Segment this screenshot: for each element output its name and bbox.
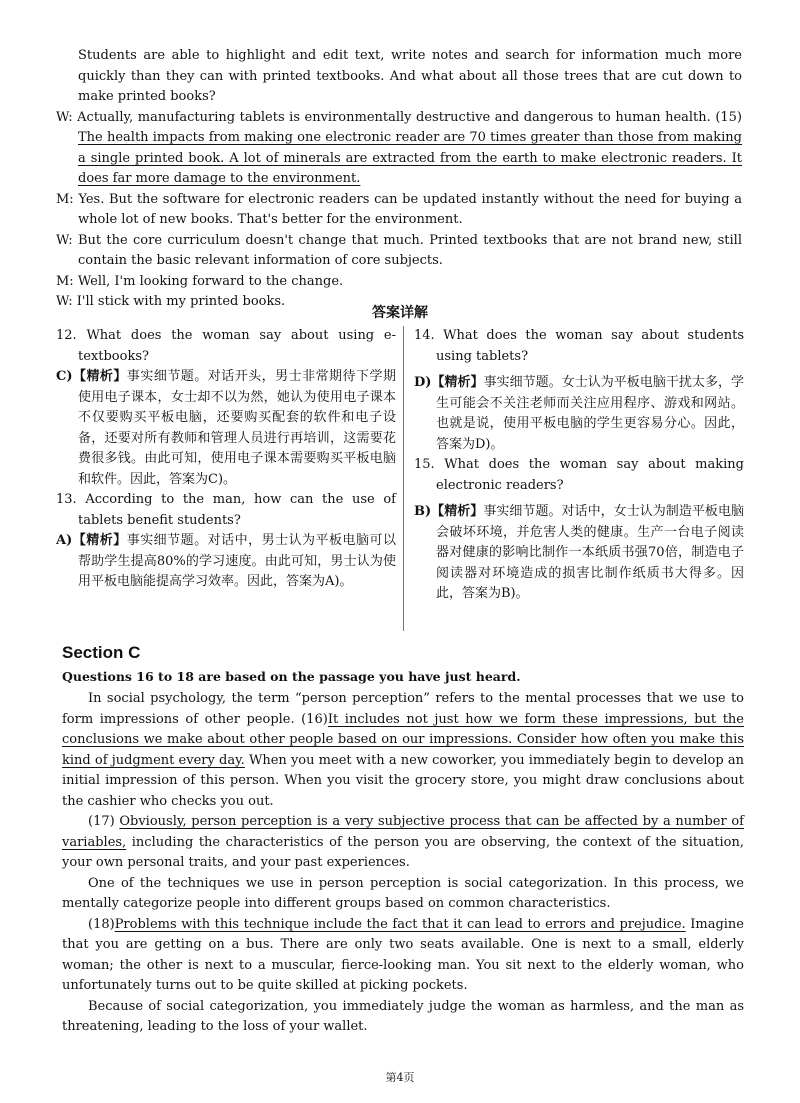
dialogue-line-w1 bbox=[56, 108, 742, 190]
answer-13 bbox=[56, 531, 396, 593]
passage-text: Imagine that you are getting on a bus. There are only two seats available. One is next to a small, elderly woman; the other is next to a muscular, fierce-looking man. You sit next to the elderly woman, who unfortunately turns out to be quite skilled at picking pockets. bbox=[62, 916, 744, 993]
passage-text: (18) bbox=[88, 916, 115, 932]
underlined-answer-17: Obviously, person perception is a very subjective process that can be affected by a number of variables, bbox=[62, 814, 744, 850]
question-13: 13. According to the man, how can the use of tablets benefit students? bbox=[56, 492, 396, 528]
section-subtitle: Questions 16 to 18 are based on the passage you have just heard. bbox=[62, 669, 521, 684]
analysis-tag: 【精析】 bbox=[72, 369, 127, 384]
question-14: 14. What does the woman say about students using tablets? bbox=[414, 328, 744, 364]
page-number: 第4页 bbox=[385, 1071, 415, 1084]
answer-12 bbox=[56, 367, 396, 490]
dialogue-line-w2 bbox=[56, 231, 742, 272]
speaker-label: W: bbox=[56, 294, 73, 309]
speaker-label: M: bbox=[56, 273, 74, 289]
left-column bbox=[56, 326, 396, 593]
analysis-text: 事实细节题。对话中，男士认为平板电脑可以帮助学生提高80%的学习速度。由此可知，男士认为使用平板电脑能提高学习效率。因此，答案为A)。 bbox=[78, 533, 396, 589]
speaker-label: W: bbox=[56, 109, 73, 125]
passage-text: (17) bbox=[88, 814, 120, 829]
dialogue-text: Well, I'm looking forward to the change. bbox=[73, 273, 344, 289]
passage-text: including the characteristics of the person you are observing, the context of the situation, your own personal traits, and your past experiences. bbox=[62, 834, 744, 870]
column-divider bbox=[403, 326, 404, 631]
underlined-answer-15: The health impacts from making one electronic reader are 70 times greater than those from making a single printed book. A lot of minerals are extracted from the earth to make electronic readers. It does far more damage to the environment. bbox=[78, 130, 742, 186]
dialogue-text: Yes. But the software for electronic readers can be updated instantly without the need for buying a whole lot of new books. That's better for the environment. bbox=[73, 191, 742, 227]
dialogue-line-continued: Students are able to highlight and edit text, write notes and search for information much more quickly than they can with printed textbooks. And what about all those trees that are cut down to make printed books? bbox=[78, 48, 742, 104]
passage-paragraph-5: Because of social categorization, you immediately judge the woman as harmless, and the man as threatening, leading to the loss of your wallet. bbox=[62, 998, 744, 1034]
speaker-label: M: bbox=[56, 191, 74, 207]
passage-paragraph-1 bbox=[62, 689, 744, 812]
question-12: 12. What does the woman say about using e-textbooks? bbox=[56, 328, 396, 364]
passage-text: In social psychology, the term “person perception” refers to the mental processes that we use to form impressions of other people. (16) bbox=[62, 691, 744, 727]
analysis-text: 事实细节题。女士认为平板电脑干扰太多，学生可能会不关注老师而关注应用程序、游戏和网站。也就是说，使用平板电脑的学生更容易分心。因此，答案为D)。 bbox=[436, 375, 744, 452]
answers-heading: 答案详解 bbox=[372, 305, 428, 321]
answer-14 bbox=[414, 373, 744, 455]
passage-block bbox=[62, 689, 744, 1038]
question-15: 15. What does the woman say about making electronic readers? bbox=[414, 457, 744, 493]
section-title: Section C bbox=[62, 643, 141, 662]
dialogue-text: But the core curriculum doesn't change that much. Printed textbooks that are not brand new, still contain the basic relevant information of core subjects. bbox=[72, 232, 742, 268]
right-column bbox=[414, 326, 744, 605]
answer-letter: A) bbox=[56, 533, 73, 548]
answer-15 bbox=[414, 502, 744, 605]
answer-letter: D) bbox=[414, 375, 432, 390]
passage-text: When you meet with a new coworker, you immediately begin to develop an initial impression of this person. When you visit the grocery store, you might draw conclusions about the cashier who checks you out. bbox=[62, 752, 744, 809]
underlined-answer-16: It includes not just how we form these impressions, but the conclusions we make about other people based on our impressions. Consider how often you make this kind of judgment every day. bbox=[62, 711, 744, 768]
analysis-tag: 【精析】 bbox=[431, 375, 484, 390]
passage-paragraph-4 bbox=[62, 915, 744, 997]
passage-paragraph-2 bbox=[62, 812, 744, 874]
dialogue-text: I'll stick with my printed books. bbox=[72, 294, 286, 309]
dialogue-line-m1 bbox=[56, 190, 742, 231]
passage-paragraph-3: One of the techniques we use in person perception is social categorization. In this process, we mentally categorize people into different groups based on common characteristics. bbox=[62, 875, 744, 911]
analysis-tag: 【精析】 bbox=[72, 533, 127, 548]
answer-letter: B) bbox=[414, 504, 432, 519]
dialogue-line-m2 bbox=[56, 272, 742, 293]
speaker-label: W: bbox=[56, 232, 73, 248]
answer-letter: C) bbox=[56, 369, 73, 384]
dialogue-block bbox=[56, 46, 742, 313]
analysis-tag: 【精析】 bbox=[431, 504, 484, 519]
analysis-text: 事实细节题。对话开头，男士非常期待下学期使用电子课本，女士却不以为然，她认为使用电子课本不仅要购买平板电脑，还要购买配套的软件和电子设备，还要对所有教师和管理人员进行再培训，这需要花费很多钱。由此可知，使用电子课本需要购买平板电脑和软件。因此，答案为C)。 bbox=[78, 369, 396, 487]
underlined-answer-18: Problems with this technique include the fact that it can lead to errors and prejudice. bbox=[114, 916, 686, 932]
analysis-text: 事实细节题。对话中，女士认为制造平板电脑会破坏环境，并危害人类的健康。生产一台电子阅读器对健康的影响比制作一本纸质书强70倍，制造电子阅读器对环境造成的损害比制作纸质书大得多。因此，答案为B)。 bbox=[436, 504, 744, 601]
dialogue-text: Actually, manufacturing tablets is environmentally destructive and dangerous to human health. (15) bbox=[72, 109, 742, 125]
